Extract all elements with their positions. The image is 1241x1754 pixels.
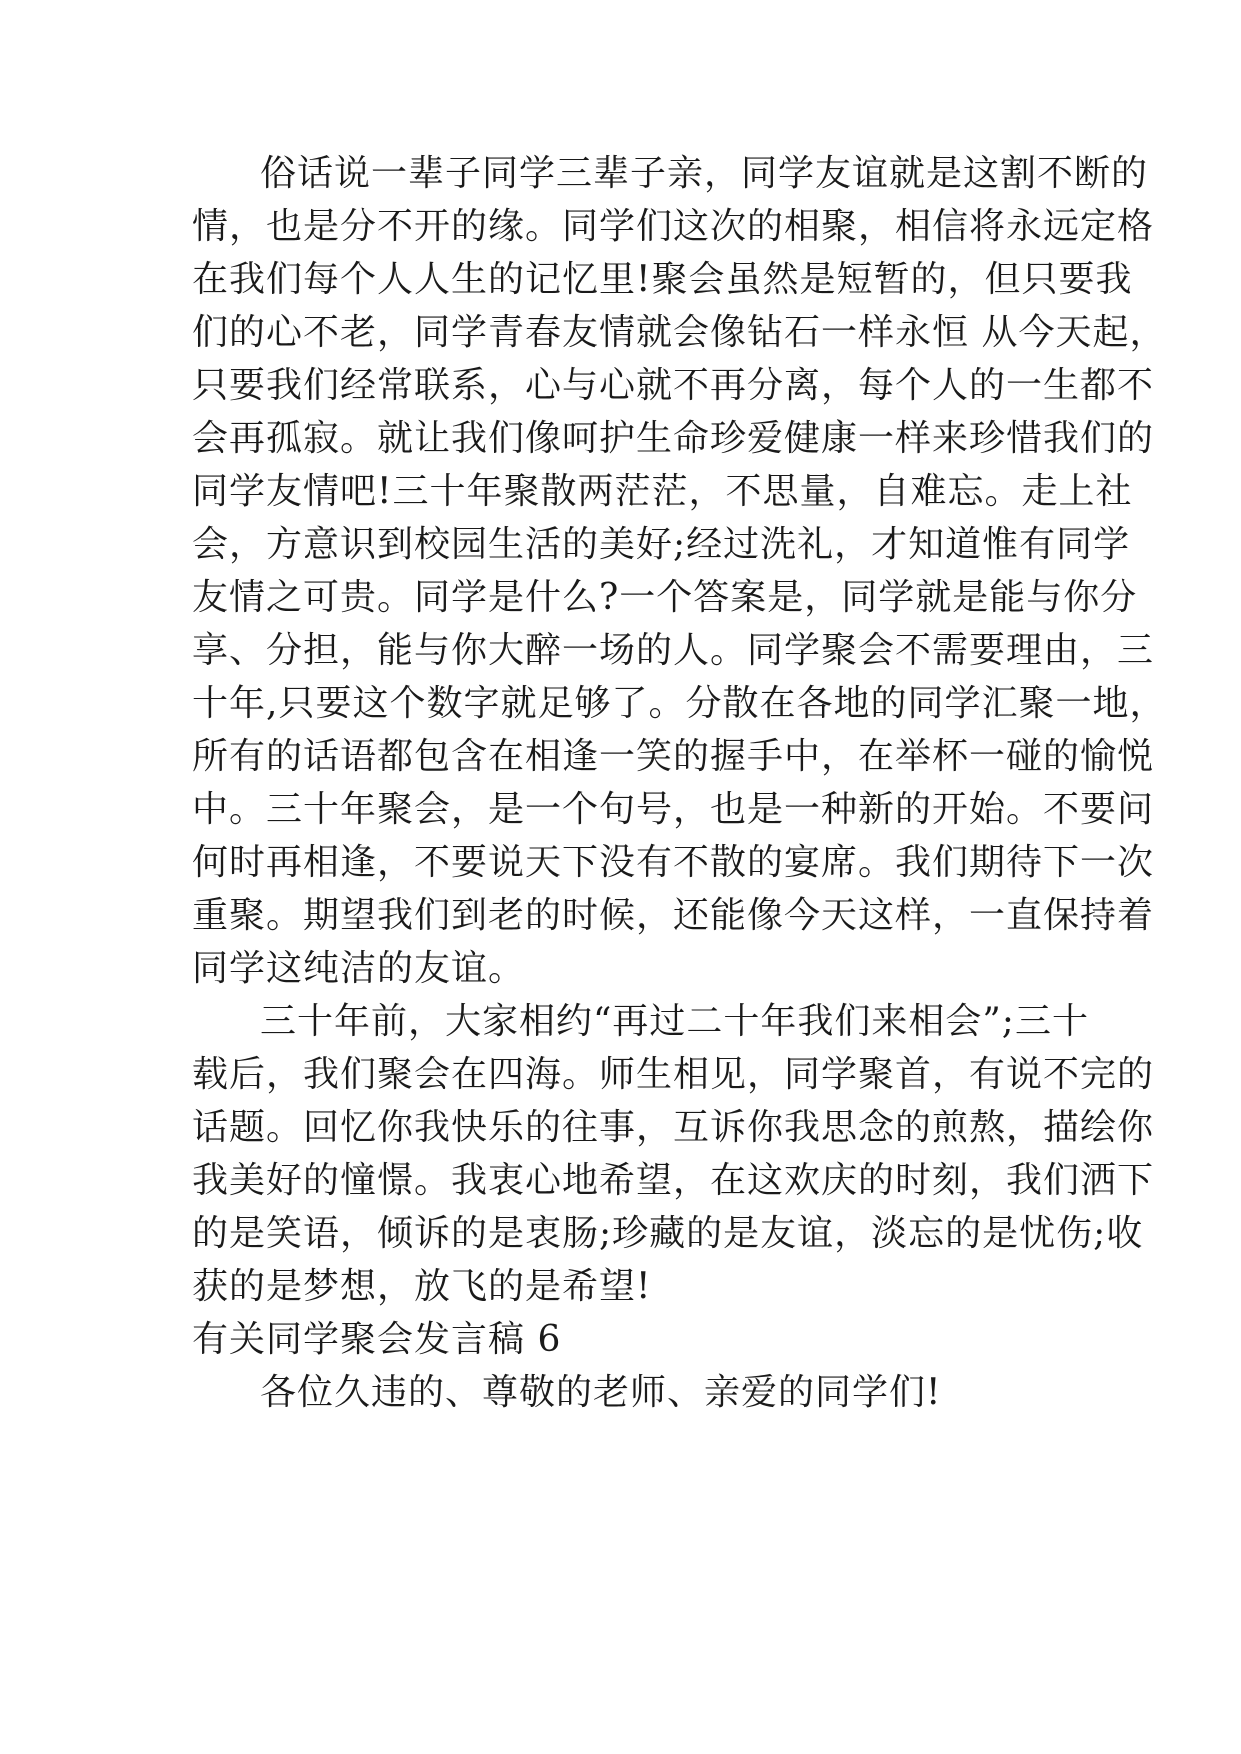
paragraph-1-line-9: 友情之可贵。同学是什么?一个答案是，同学就是能与你分 xyxy=(192,577,1138,618)
paragraph-1-line-5: 只要我们经常联系，心与心就不再分离，每个人的一生都不 xyxy=(192,365,1155,406)
paragraph-1-line-12: 所有的话语都包含在相逢一笑的握手中，在举杯一碰的愉悦 xyxy=(192,736,1155,777)
paragraph-1-line-13: 中。三十年聚会，是一个句号，也是一种新的开始。不要问 xyxy=(192,789,1155,830)
paragraph-1-line-15: 重聚。期望我们到老的时候，还能像今天这样，一直保持着 xyxy=(192,895,1155,936)
paragraph-1-line-7: 同学友情吧!三十年聚散两茫茫，不思量，自难忘。走上社 xyxy=(192,471,1133,512)
salutation-line: 各位久违的、尊敬的老师、亲爱的同学们! xyxy=(260,1372,942,1413)
paragraph-1-line-4: 们的心不老，同学青春友情就会像钻石一样永恒 从今天起， xyxy=(192,312,1167,353)
paragraph-2-line-4: 我美好的憧憬。我衷心地希望，在这欢庆的时刻，我们洒下 xyxy=(192,1160,1155,1201)
paragraph-1-line-2: 情，也是分不开的缘。同学们这次的相聚，相信将永远定格 xyxy=(192,206,1155,247)
paragraph-2-line-3: 话题。回忆你我快乐的往事，互诉你我思念的煎熬，描绘你 xyxy=(192,1107,1155,1148)
paragraph-1-line-14: 何时再相逢，不要说天下没有不散的宴席。我们期待下一次 xyxy=(192,842,1155,883)
section-heading: 有关同学聚会发言稿 6 xyxy=(192,1319,562,1360)
paragraph-2-line-1: 三十年前，大家相约“再过二十年我们来相会”;三十 xyxy=(260,1001,1089,1042)
paragraph-1-line-6: 会再孤寂。就让我们像呵护生命珍爱健康一样来珍惜我们的 xyxy=(192,418,1155,459)
paragraph-1-line-8: 会，方意识到校园生活的美好;经过洗礼，才知道惟有同学 xyxy=(192,524,1131,565)
paragraph-2-line-5: 的是笑语，倾诉的是衷肠;珍藏的是友谊，淡忘的是忧伤;收 xyxy=(192,1213,1144,1254)
paragraph-1-line-10: 享、分担，能与你大醉一场的人。同学聚会不需要理由，三 xyxy=(192,630,1155,671)
paragraph-1-line-3: 在我们每个人人生的记忆里!聚会虽然是短暂的，但只要我 xyxy=(192,259,1133,300)
paragraph-1-line-11: 十年,只要这个数字就足够了。分散在各地的同学汇聚一地， xyxy=(192,683,1167,724)
paragraph-1-line-16: 同学这纯洁的友谊。 xyxy=(192,948,526,989)
paragraph-2-line-6: 获的是梦想，放飞的是希望! xyxy=(192,1266,652,1307)
paragraph-1-line-1: 俗话说一辈子同学三辈子亲，同学友谊就是这割不断的 xyxy=(260,153,1149,194)
paragraph-2-line-2: 载后，我们聚会在四海。师生相见，同学聚首，有说不完的 xyxy=(192,1054,1155,1095)
